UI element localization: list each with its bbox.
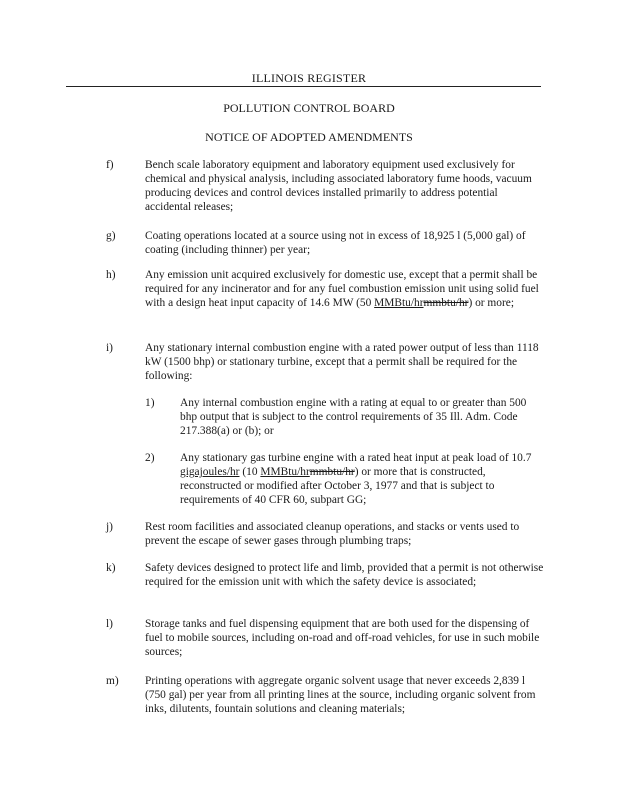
agency-heading: POLLUTION CONTROL BOARD bbox=[223, 101, 395, 115]
item-text: Printing operations with aggregate organic solvent usage that never exceeds 2,839 l (750 gal) per year from all printing lines at the source, including organic solvent from inks, dilutents, fountain solutions and cleaning materials; bbox=[145, 675, 536, 715]
item-text bbox=[145, 268, 545, 310]
register-title: ILLINOIS REGISTER bbox=[251, 71, 367, 85]
item-text: Coating operations located at a source using not in excess of 18,925 l (5,000 gal) of coating (including thinner) per year; bbox=[145, 230, 526, 256]
added-text: MMBtu/hr bbox=[374, 297, 424, 309]
item-label: f) bbox=[106, 159, 114, 171]
item-text: Rest room facilities and associated cleanup operations, and stacks or vents used to prevent the escape of sewer gases through plumbing traps; bbox=[145, 521, 520, 547]
item-label: h) bbox=[106, 269, 116, 281]
item-text-part: Any emission unit acquired exclusively for domestic use, except that a permit shall be required for any incinerator and for any fuel combustion emission unit using solid fuel with a design heat input capacity of 14.6 MW (50 bbox=[145, 269, 539, 309]
item-label: i) bbox=[106, 342, 113, 354]
item-label: m) bbox=[106, 675, 119, 687]
deleted-text: mmbtu/hr bbox=[423, 297, 469, 309]
subitem-text: Any internal combustion engine with a rating at equal to or greater than 500 bhp output that is subject to the control requirements of 35 Ill. Adm. Code 217.388(a) or (b); or bbox=[180, 397, 527, 437]
subitem-text bbox=[180, 451, 545, 507]
item-text: Bench scale laboratory equipment and laboratory equipment used exclusively for chemical and physical analysis, including associated laboratory fume hoods, vacuum producing devices and control devices installed primarily to address potential accidental releases; bbox=[145, 159, 532, 213]
deleted-text: mmbtu/hr bbox=[309, 466, 355, 478]
item-label: l) bbox=[106, 618, 113, 630]
item-text: Safety devices designed to protect life and limb, provided that a permit is not otherwise required for the emission unit with which the safety device is associated; bbox=[145, 562, 544, 588]
item-text: Any stationary internal combustion engine with a rated power output of less than 1118 kW (1500 bhp) or stationary turbine, except that a permit shall be required for the following: bbox=[145, 342, 539, 382]
header-rule bbox=[66, 86, 541, 87]
added-text: gigajoules/hr bbox=[180, 466, 240, 478]
subitem-text-part: Any stationary gas turbine engine with a rated heat input at peak load of 10.7 bbox=[180, 452, 532, 464]
subitem-label: 2) bbox=[145, 452, 155, 464]
item-text: Storage tanks and fuel dispensing equipment that are both used for the dispensing of fuel to mobile sources, including on-road and off-road vehicles, for use in such mobile sources; bbox=[145, 618, 540, 658]
item-label: j) bbox=[106, 521, 113, 533]
added-text: MMBtu/hr bbox=[260, 466, 310, 478]
subitem-label: 1) bbox=[145, 397, 155, 409]
subitem-text-part: ) or more that is constructed, reconstructed or modified after October 3, 1977 and that is subject to requirements of 40 CFR 60, subpart GG; bbox=[180, 466, 495, 506]
item-text-part: ) or more; bbox=[468, 297, 514, 309]
item-label: g) bbox=[106, 230, 116, 242]
item-label: k) bbox=[106, 562, 116, 574]
notice-heading: NOTICE OF ADOPTED AMENDMENTS bbox=[205, 130, 413, 144]
subitem-text-part: (10 bbox=[239, 466, 261, 478]
